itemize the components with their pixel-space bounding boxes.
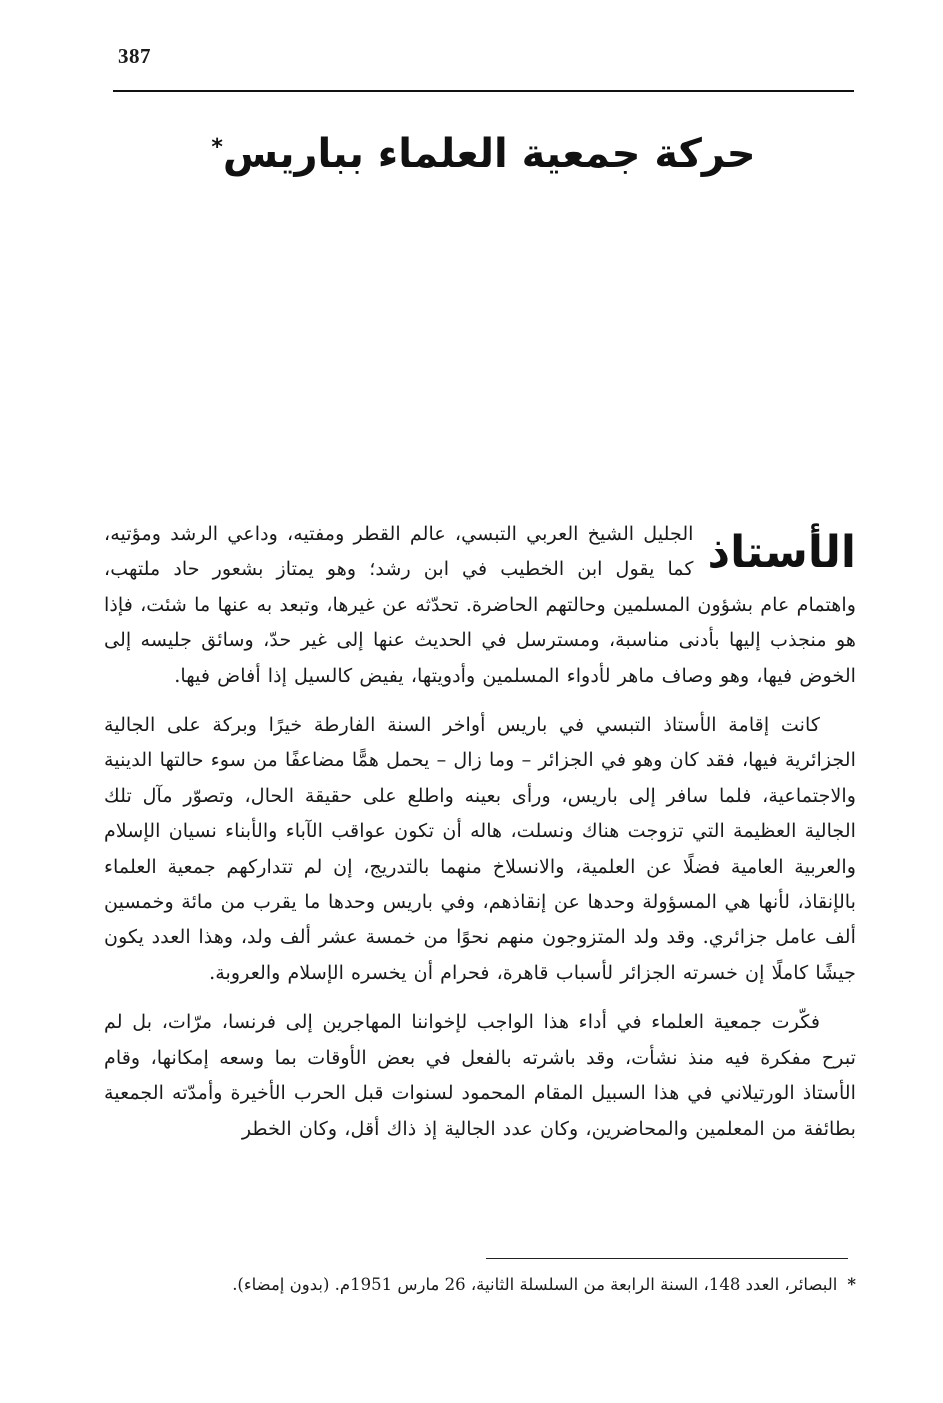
footnote-rule <box>486 1258 848 1259</box>
header-rule <box>113 90 854 92</box>
page-number: 387 <box>118 44 151 68</box>
paragraph-1-text: الجليل الشيخ العربي التبسي، عالم القطر ومفتيه، وداعي الرشد ومؤتيه، كما يقول ابن الخطيب في ابن رشد؛ وهو يمتاز بشعور حاد ملتهب، واهتمام عام بشؤون المسلمين وحالتهم الحاضرة. تحدّثه عن غيرها، وتبعد به عنها ما شئت، فإذا هو منجذب إليها بأدنى مناسبة، ومسترسل في الحديث عنها إلى غير حدّ، وسائق جليسه إلى الخوض فيها، وهو وصاف ماهر لأدواء المسلمين وأدويتها، يفيض كالسيل إذا أفاض فيها. <box>104 522 856 687</box>
footnote-text: البصائر، العدد 148، السنة الرابعة من السلسلة الثانية، 26 مارس 1951م. (بدون إمضاء). <box>232 1275 838 1294</box>
title-footnote-mark: * <box>211 135 223 160</box>
paragraph-3: فكّرت جمعية العلماء في أداء هذا الواجب لإخواننا المهاجرين إلى فرنسا، مرّات، بل لم تبرح مفكرة فيه منذ نشأت، وقد باشرته بالفعل في بعض الأوقات بما وسعه إمكانها، وقام الأستاذ الورتيلاني في هذا السبيل المقام المحمود لسنوات قبل الحرب الأخيرة وأمدّته الجمعية بطائفة من المعلمين والمحاضرين، وكان عدد الجالية إذ ذاك أقل، وكان الخطر <box>104 1010 856 1140</box>
paragraph-1 <box>104 516 856 693</box>
article-body <box>104 516 856 1160</box>
footnote <box>104 1270 856 1300</box>
dropcap-word: الأستاذ <box>707 527 856 578</box>
article-title <box>113 118 854 190</box>
article-title-text: حركة جمعية العلماء بباريس <box>222 131 756 177</box>
footnote-mark: * <box>847 1275 856 1294</box>
paragraph-2: كانت إقامة الأستاذ التبسي في باريس أواخر السنة الفارطة خيرًا وبركة على الجالية الجزائرية فيها، فقد كان وهو في الجزائر – وما زال – يحمل همًّا مضاعفًا من سوء حالتها الدينية والاجتماعية، فلما سافر إلى باريس، ورأى بعينه واطلع على حقيقة الحال، وتصوّر مآل تلك الجالية العظيمة التي تزوجت هناك ونسلت، هاله أن تكون عواقب الآباء والأبناء نسيان الإسلام والعربية العامية فضلًا عن العلمية، والانسلاخ منهما بالتدريج، إن لم تتداركهم جمعية العلماء بالإنقاذ، لأنها هي المسؤولة وحدها عن إنقاذهم، وفي باريس وحدها ما يقرب من مائة وخمسين ألف عامل جزائري. وقد ولد المتزوجون منهم نحوًا من خمسة عشر ألف ولد، وهذا العدد يكون جيشًا كاملًا إن خسرته الجزائر لأسباب قاهرة، فحرام أن يخسره الإسلام والعروبة. <box>104 713 856 984</box>
